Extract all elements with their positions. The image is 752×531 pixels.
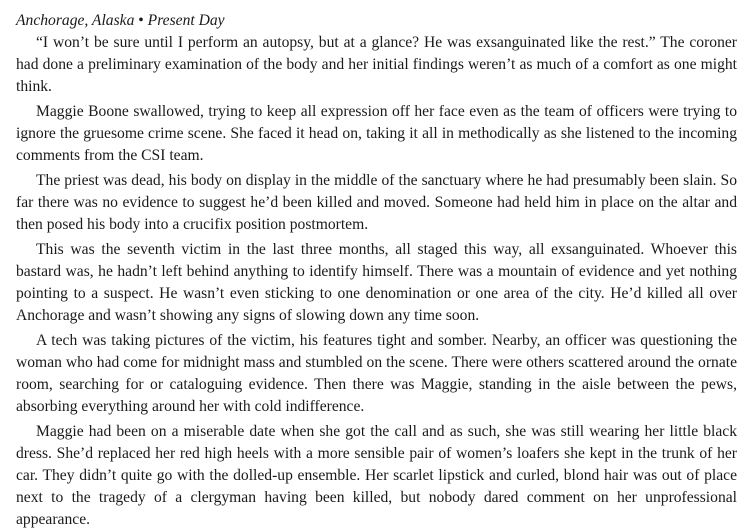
paragraph-4: This was the seventh victim in the last three months, all staged this way, all exsanguinated. Whoever this bastard was, he hadn’t left behind anything to identify himself. There was a mountain of evidence and yet nothing pointing to a suspect. He wasn’t even sticking to one denomination or one area of the city. He’d killed all over Anchorage and wasn’t showing any signs of slowing down any time soon. bbox=[16, 241, 737, 324]
paragraph-2: Maggie Boone swallowed, trying to keep all expression off her face even as the team of officers were trying to ignore the gruesome crime scene. She faced it head on, taking it all in methodically as she listened to the incoming comments from the CSI team. bbox=[16, 103, 737, 164]
paragraph-1: “I won’t be sure until I perform an autopsy, but at a glance? He was exsanguinated like the rest.” The coroner had done a preliminary examination of the body and her initial findings weren’t as much of a comfort as one might think. bbox=[16, 34, 737, 95]
paragraph-3: The priest was dead, his body on display in the middle of the sanctuary where he had presumably been slain. So far there was no evidence to suggest he’d been killed and moved. Someone had held him in place on the altar and then posed his body into a crucifix position postmortem. bbox=[16, 172, 737, 233]
heading-time: Present Day bbox=[147, 12, 225, 29]
heading-place: Anchorage, Alaska bbox=[16, 12, 135, 29]
scene-heading bbox=[16, 10, 737, 32]
paragraph-6: Maggie had been on a miserable date when she got the call and as such, she was still wearing her little black dress. She’d replaced her red high heels with a more sensible pair of women’s loafers she kept in the trunk of her car. They didn’t quite go with the dolled-up ensemble. Her scarlet lipstick and curled, blond hair was out of place next to the tragedy of a clergyman having been killed, but nobody dared comment on her unprofessional appearance. bbox=[16, 423, 737, 528]
heading-separator: • bbox=[138, 12, 144, 29]
paragraph-5: A tech was taking pictures of the victim, his features tight and somber. Nearby, an officer was questioning the woman who had come for midnight mass and stumbled on the scene. There were others scattered around the ornate room, searching for or cataloguing evidence. Then there was Maggie, standing in the aisle between the pews, absorbing everything around her with cold indifference. bbox=[16, 332, 737, 415]
